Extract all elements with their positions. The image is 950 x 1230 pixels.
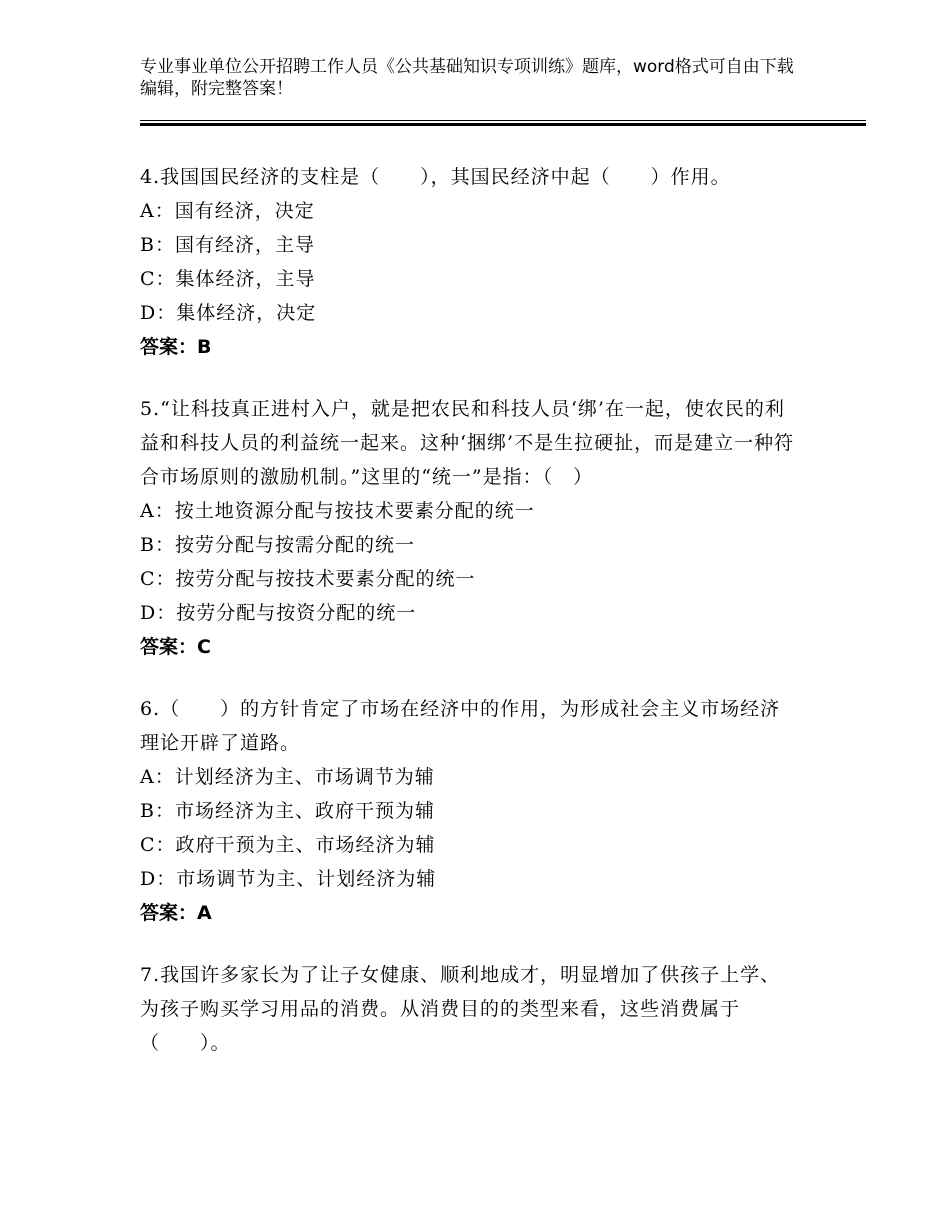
question-text: 4.我国国民经济的支柱是（ ），其国民经济中起（ ）作用。	[140, 166, 731, 188]
answer-label: 答案：C	[140, 636, 211, 658]
option-b: B：国有经济，主导	[140, 234, 315, 256]
question-4	[140, 160, 800, 364]
question-list	[140, 160, 800, 1088]
option-c: C：政府干预为主、市场经济为辅	[140, 834, 436, 856]
option-d: D：市场调节为主、计划经济为辅	[140, 868, 437, 890]
option-a: A：按土地资源分配与按技术要素分配的统一	[140, 500, 535, 522]
option-c: C：按劳分配与按技术要素分配的统一	[140, 568, 476, 590]
question-7	[140, 958, 800, 1060]
option-b: B：按劳分配与按需分配的统一	[140, 534, 415, 556]
option-b: B：市场经济为主、政府干预为辅	[140, 800, 435, 822]
answer-label: 答案：A	[140, 902, 212, 924]
option-d: D：按劳分配与按资分配的统一	[140, 602, 417, 624]
question-6	[140, 692, 800, 930]
option-c: C：集体经济，主导	[140, 268, 316, 290]
question-text: 5.“让科技真正进村入户，就是把农民和科技人员‘绑’在一起，使农民的利益和科技人员的利益统一起来。这种‘捆绑’不是生拉硬扯，而是建立一种符合市场原则的激励机制。”这里的“统一”是指：（ ）	[140, 398, 795, 488]
question-5	[140, 392, 800, 664]
question-text: 6.（ ）的方针肯定了市场在经济中的作用，为形成社会主义市场经济理论开辟了道路。	[140, 698, 781, 754]
document-header: 专业事业单位公开招聘工作人员《公共基础知识专项训练》题库，word格式可自由下载编辑，附完整答案！	[140, 57, 794, 99]
option-d: D：集体经济，决定	[140, 302, 317, 324]
header-rule-thick	[140, 123, 866, 126]
header-rule-thin	[140, 120, 866, 121]
question-text: 7.我国许多家长为了让子女健康、顺利地成才，明显增加了供孩子上学、为孩子购买学习用品的消费。从消费目的的类型来看，这些消费属于（ ）。	[140, 964, 781, 1054]
option-a: A：国有经济，决定	[140, 200, 315, 222]
answer-label: 答案：B	[140, 336, 212, 358]
option-a: A：计划经济为主、市场调节为辅	[140, 766, 435, 788]
